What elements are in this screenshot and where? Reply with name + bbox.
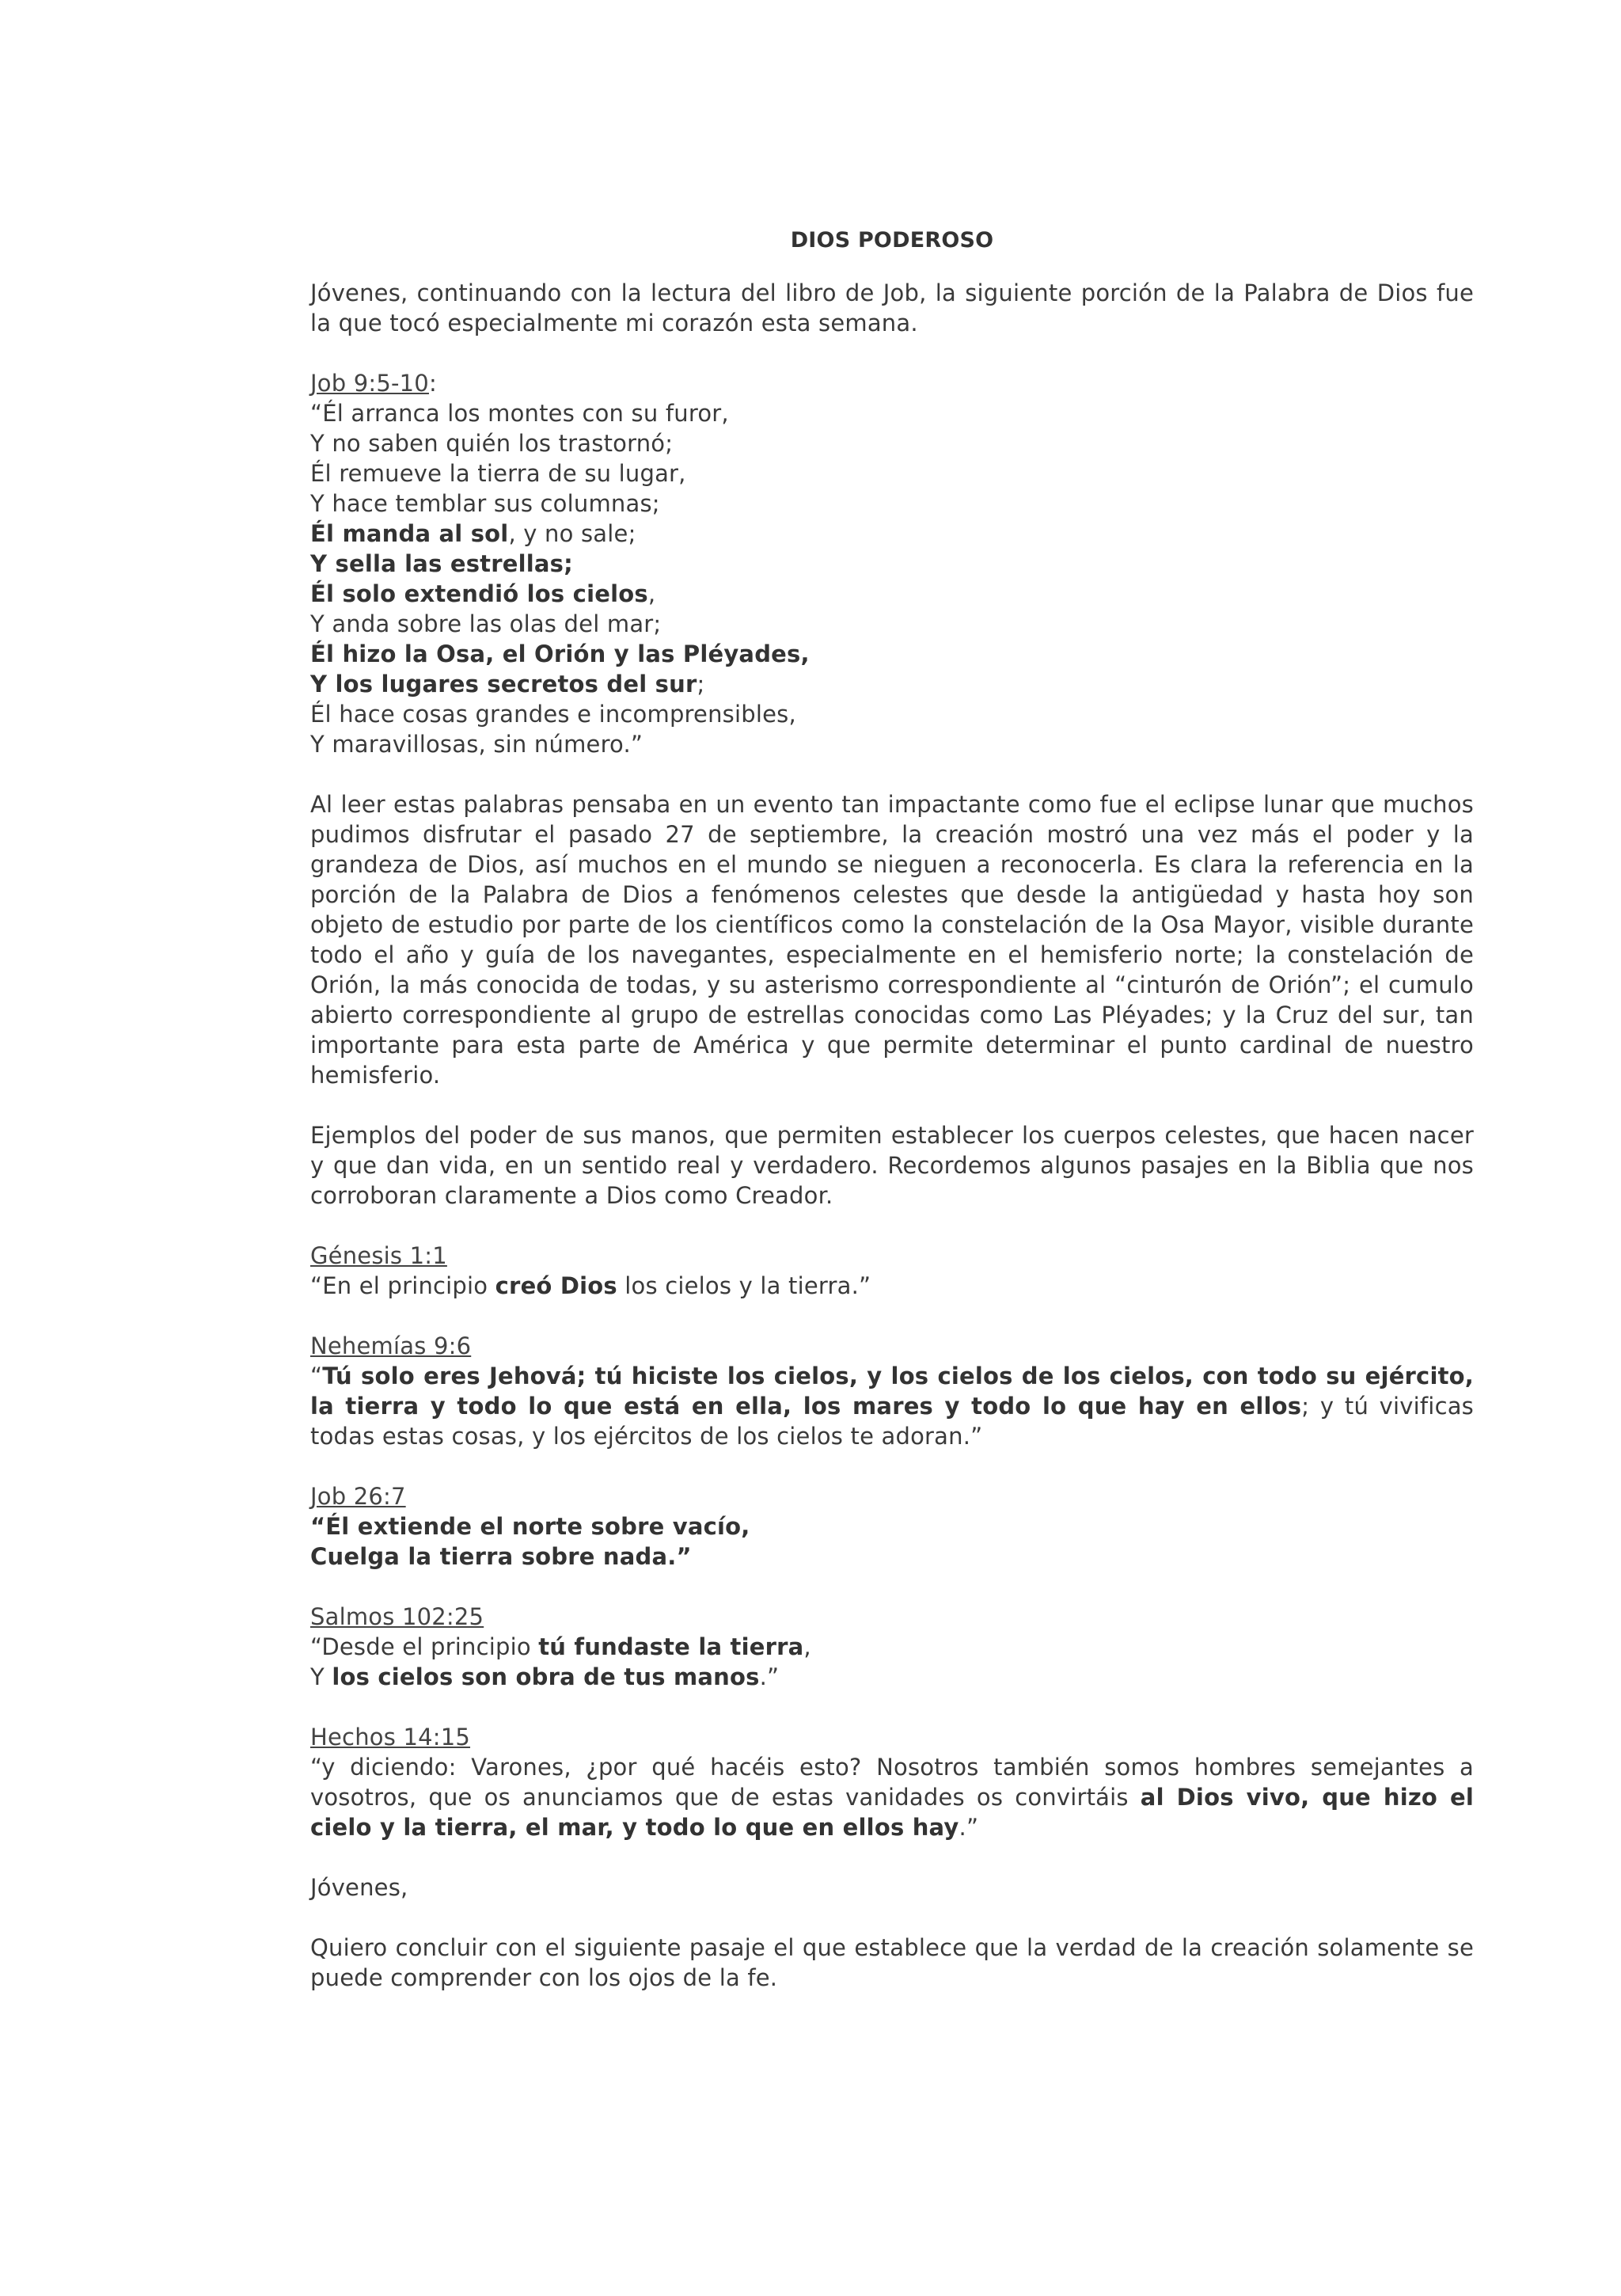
verse-line: Y maravillosas, sin número.” (310, 731, 643, 758)
verse-text: “ (310, 1363, 323, 1389)
verse-bold: tú fundaste la tierra (538, 1633, 804, 1660)
scripture-reference: Nehemías 9:6 (310, 1332, 472, 1359)
verse-line: Y hace temblar sus columnas; (310, 490, 660, 517)
spacer (310, 1090, 1474, 1120)
scripture-genesis (310, 1241, 1474, 1301)
verse-bold: Tú solo eres Jehová; tú hiciste los cielos, y los cielos de los cielos, con todo su ejército, la tierra y todo lo que está en ella, los mares y todo lo que hay en ellos (310, 1363, 1474, 1420)
verse-line (310, 669, 1474, 699)
verse-line: Él remueve la tierra de su lugar, (310, 460, 686, 487)
spacer (310, 759, 1474, 789)
spacer (310, 1903, 1474, 1933)
scripture-job-9 (310, 368, 1474, 759)
reference-colon: : (428, 370, 437, 397)
verse-bold: Y sella las estrellas; (310, 550, 573, 577)
scripture-hechos (310, 1722, 1474, 1842)
verse-bold: Él solo extendió los cielos (310, 580, 648, 607)
verse-text: .” (959, 1814, 979, 1841)
verse-line (310, 549, 1474, 579)
document-page (310, 226, 1474, 1993)
verse-text: .” (759, 1663, 780, 1690)
verse-line (310, 579, 1474, 609)
verse-bold: creó Dios (495, 1272, 617, 1299)
verse-text: , (647, 580, 656, 607)
verse-bold: al Dios vivo, que hizo el cielo y la tierra, el mar, y todo lo que en ellos hay (310, 1784, 1474, 1841)
verse-line (310, 1632, 1474, 1662)
scripture-job-26 (310, 1481, 1474, 1572)
examples-paragraph: Ejemplos del poder de sus manos, que permiten establecer los cuerpos celestes, que hacen nacer y que dan vida, en un sentido real y verdadero. Recordemos algunos pasajes en la Biblia que nos corroboran claramente a Dios como Creador. (310, 1122, 1474, 1209)
verse-line (310, 1662, 1474, 1692)
verse-line (310, 639, 1474, 669)
closing-paragraph: Quiero concluir con el siguiente pasaje el que establece que la verdad de la creación solamente se puede comprender con los ojos de la fe. (310, 1934, 1474, 1991)
spacer (310, 1842, 1474, 1872)
spacer (310, 1572, 1474, 1602)
salutation: Jóvenes, (310, 1874, 408, 1901)
spacer (310, 1692, 1474, 1722)
verse-text: “Desde el principio (310, 1633, 539, 1660)
spacer (310, 338, 1474, 368)
document-title: DIOS PODEROSO (790, 228, 994, 253)
verse-paragraph (310, 1752, 1474, 1842)
verse-line: Cuelga la tierra sobre nada.” (310, 1543, 692, 1570)
verse-bold: Él manda al sol (310, 520, 509, 547)
verse-text: ; (697, 671, 705, 698)
scripture-reference: Hechos 14:15 (310, 1724, 471, 1751)
verse-line: Y anda sobre las olas del mar; (310, 610, 662, 637)
verse-text: , (803, 1633, 811, 1660)
verse-text: “En el principio (310, 1272, 495, 1299)
verse-bold: los cielos son obra de tus manos (332, 1663, 760, 1690)
verse-paragraph (310, 1361, 1474, 1451)
verse-line (310, 519, 1474, 549)
scripture-reference: Job 9:5-10 (310, 370, 429, 397)
scripture-reference: Job 26:7 (310, 1483, 406, 1510)
verse-line (310, 1271, 1474, 1301)
verse-bold: Él hizo la Osa, el Orión y las Pléyades, (310, 641, 810, 667)
verse-text: , y no sale; (508, 520, 636, 547)
scripture-reference: Génesis 1:1 (310, 1242, 447, 1269)
eclipse-paragraph: Al leer estas palabras pensaba en un evento tan impactante como fue el eclipse lunar que muchos pudimos disfrutar el pasado 27 de septiembre, la creación mostró una vez más el poder y la grandeza de Dios, así muchos en el mundo se nieguen a reconocerla. Es clara la referencia en la porción de la Palabra de Dios a fenómenos celestes que desde la antigüedad y hasta hoy son objeto de estudio por parte de los científicos como la constelación de la Osa Mayor, visible durante todo el año y guía de los navegantes, especialmente en el hemisferio norte; la constelación de Orión, la más conocida de todas, y su asterismo correspondiente al “cinturón de Orión”; el cumulo abierto correspondiente al grupo de estrellas conocidas como Las Pléyades; y la Cruz del sur, tan importante para esta parte de América y que permite determinar el punto cardinal de nuestro hemisferio. (310, 791, 1474, 1089)
verse-text: Y (310, 1663, 332, 1690)
verse-line: “Él extiende el norte sobre vacío, (310, 1513, 750, 1540)
scripture-salmos (310, 1602, 1474, 1692)
scripture-nehemias (310, 1331, 1474, 1451)
verse-text: ; y tú vivificas todas estas cosas, y los ejércitos de los cielos te adoran.” (310, 1393, 1474, 1450)
verse-line: “Él arranca los montes con su furor, (310, 400, 729, 427)
spacer (310, 1451, 1474, 1481)
intro-paragraph: Jóvenes, continuando con la lectura del libro de Job, la siguiente porción de la Palabra de Dios fue la que tocó especialmente mi corazón esta semana. (310, 279, 1474, 336)
verse-bold: Y los lugares secretos del sur (310, 671, 697, 698)
spacer (310, 1301, 1474, 1331)
scripture-reference: Salmos 102:25 (310, 1603, 484, 1630)
verse-line: Él hace cosas grandes e incomprensibles, (310, 701, 796, 728)
spacer (310, 1211, 1474, 1241)
scripture-reference-line (310, 368, 1474, 398)
verse-line: Y no saben quién los trastornó; (310, 430, 674, 457)
verse-text: los cielos y la tierra.” (617, 1272, 871, 1299)
verse-text: “y diciendo: Varones, ¿por qué hacéis esto? Nosotros también somos hombres semejantes a vosotros, que os anunciamos que de estas vanidades os convirtáis (310, 1754, 1474, 1811)
